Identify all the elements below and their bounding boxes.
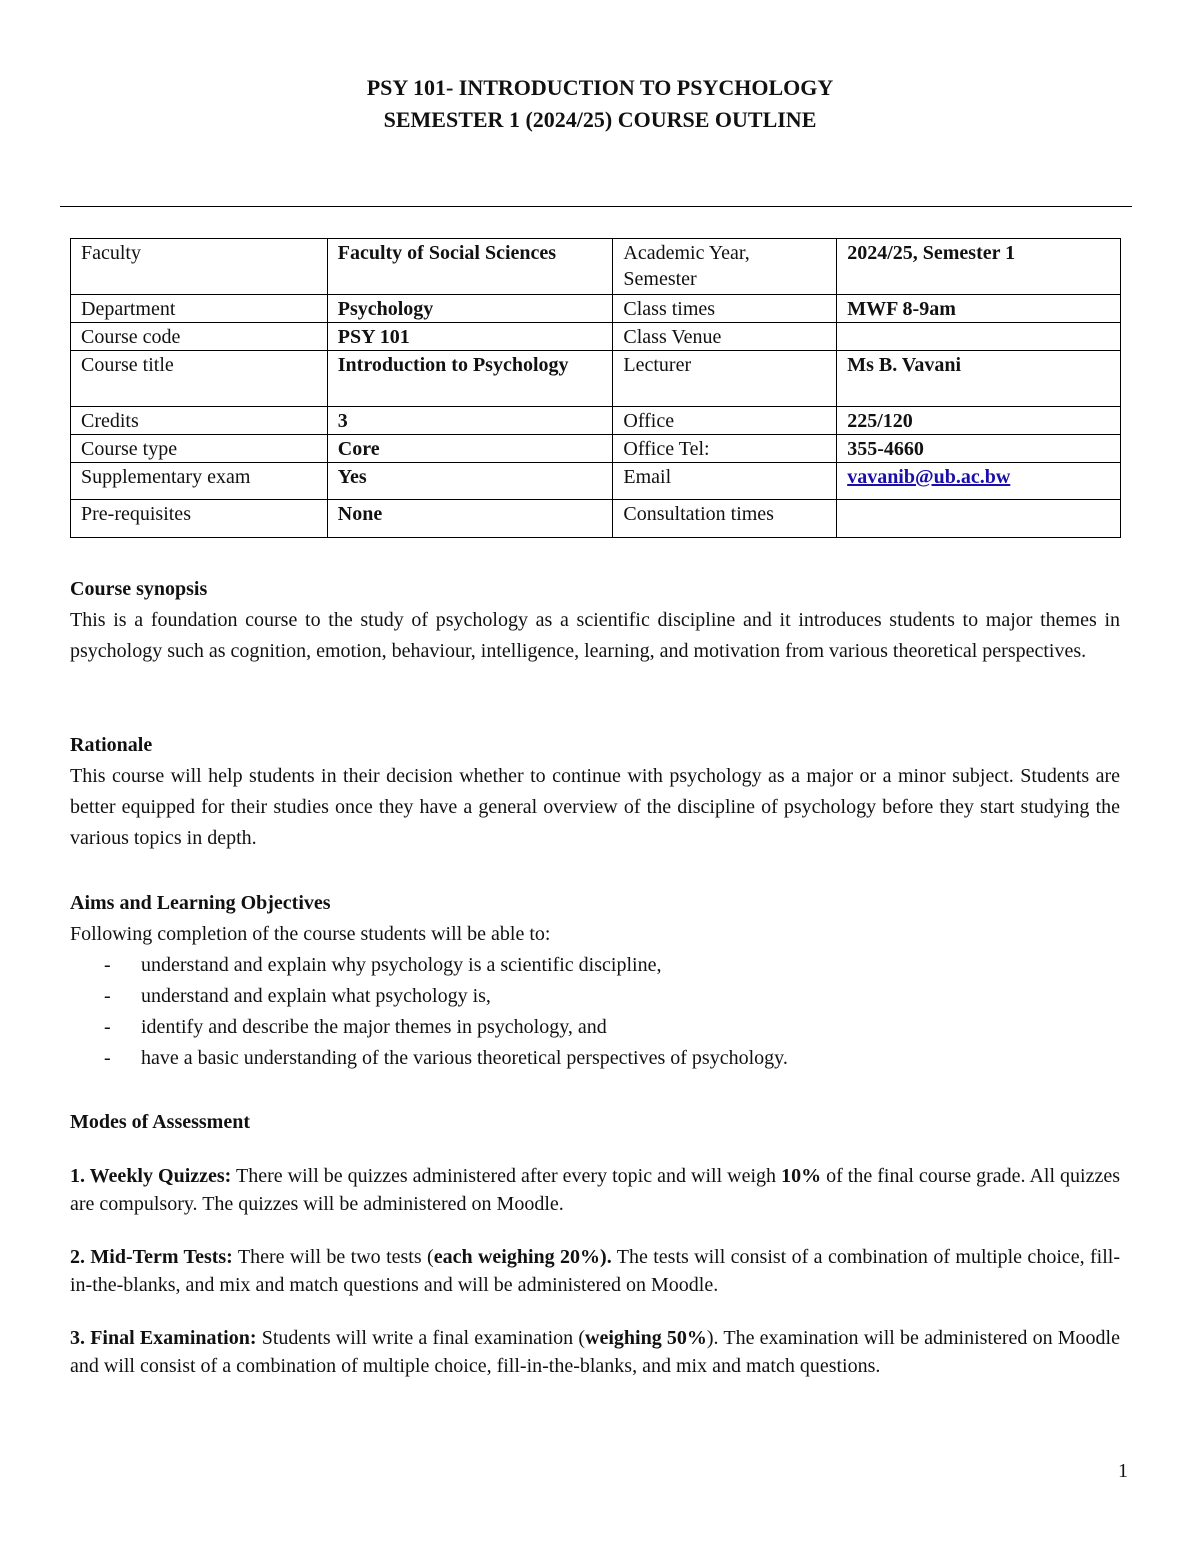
rationale-section [70, 730, 1120, 854]
table-row [71, 463, 1121, 500]
dash-bullet: - [104, 1016, 111, 1038]
label-cell: Email [613, 463, 837, 500]
dash-bullet: - [104, 985, 111, 1007]
quizzes-text-b: of the final course grade. All quizzes are compulsory. The quizzes will be administered on Moodle. [70, 1165, 1121, 1215]
objective-text: identify and describe the major themes in psychology, and [141, 1016, 607, 1038]
midterm-label: 2. Mid-Term Tests: [70, 1246, 233, 1268]
label-cell: Lecturer [613, 351, 837, 407]
midterm-text-a: There will be two tests ( [232, 1246, 434, 1268]
label-cell: Pre-requisites [71, 500, 328, 538]
header-divider [60, 206, 1132, 207]
quizzes-weight: 10% [781, 1165, 822, 1187]
midterm-paragraph [70, 1243, 1120, 1299]
list-item [70, 1012, 1120, 1043]
label-cell: Course type [71, 435, 328, 463]
list-item [70, 981, 1120, 1012]
table-row [71, 407, 1121, 435]
assessment-heading: Modes of Assessment [70, 1111, 250, 1133]
label-cell: Supplementary exam [71, 463, 328, 500]
value-cell [837, 323, 1121, 351]
value-cell: Core [327, 435, 613, 463]
label-cell: Course title [71, 351, 328, 407]
table-row [71, 500, 1121, 538]
value-cell: MWF 8-9am [837, 295, 1121, 323]
synopsis-section [70, 574, 1120, 667]
list-item [70, 1043, 1120, 1074]
value-cell: Yes [327, 463, 613, 500]
final-label: 3. Final Examination: [70, 1327, 257, 1349]
final-text-b: ). The examination will be administered on Moodle and will consist of a combination of multiple choice, fill-in-the-blanks, and mix and match questions. [70, 1327, 1120, 1377]
label-cell: Consultation times [613, 500, 837, 538]
rationale-text: This course will help students in their decision whether to continue with psychology as a major or a minor subject. Students are better equipped for their studies once they have a general overview of the discipline of psychology before they start studying the various topics in depth. [70, 765, 1120, 849]
label-cell: Department [71, 295, 328, 323]
course-title-line-1: PSY 101- INTRODUCTION TO PSYCHOLOGY [366, 75, 834, 100]
midterm-weight: each weighing 20%). [433, 1246, 612, 1268]
label-cell: Class Venue [613, 323, 837, 351]
value-cell: Psychology [327, 295, 613, 323]
quizzes-text-a: There will be quizzes administered after every topic and will weigh [231, 1165, 782, 1187]
table-row [71, 351, 1121, 407]
table-row [71, 323, 1121, 351]
value-cell: Faculty of Social Sciences [327, 239, 613, 295]
value-cell: 225/120 [837, 407, 1121, 435]
label-cell: Office [613, 407, 837, 435]
dash-bullet: - [104, 954, 111, 976]
table-row [71, 239, 1121, 295]
aims-heading: Aims and Learning Objectives [70, 892, 331, 914]
quizzes-paragraph [70, 1162, 1120, 1218]
label-cell: Office Tel: [613, 435, 837, 463]
assessment-section [70, 1107, 1120, 1138]
objective-text: have a basic understanding of the various theoretical perspectives of psychology. [141, 1047, 788, 1069]
value-cell: None [327, 500, 613, 538]
page-number: 1 [1118, 1460, 1128, 1482]
label-cell: Faculty [71, 239, 328, 295]
final-weight: weighing 50% [585, 1327, 707, 1349]
quizzes-label: 1. Weekly Quizzes: [70, 1165, 232, 1187]
label-cell: Course code [71, 323, 328, 351]
final-exam-paragraph [70, 1324, 1120, 1380]
table-row [71, 435, 1121, 463]
value-cell: 355-4660 [837, 435, 1121, 463]
value-cell: PSY 101 [327, 323, 613, 351]
value-cell: 3 [327, 407, 613, 435]
synopsis-heading: Course synopsis [70, 578, 208, 600]
label-cell: Class times [613, 295, 837, 323]
lecturer-email-link[interactable]: vavanib@ub.ac.bw [847, 466, 1011, 488]
synopsis-text: This is a foundation course to the study of psychology as a scientific discipline and it introduces students to major themes in psychology such as cognition, emotion, behaviour, intelligence, learning, and motivation from various theoretical perspectives. [70, 609, 1120, 662]
objectives-list [70, 950, 1120, 1074]
objective-text: understand and explain why psychology is a scientific discipline, [141, 954, 662, 976]
table-row [71, 295, 1121, 323]
label-cell: Academic Year, Semester [613, 239, 837, 295]
course-title-line-2: SEMESTER 1 (2024/25) COURSE OUTLINE [383, 107, 817, 132]
midterm-text-b: The tests will consist of a combination of multiple choice, fill-in-the-blanks, and mix and match questions and will be administered on Moodle. [70, 1246, 1121, 1296]
value-cell: Ms B. Vavani [837, 351, 1121, 407]
aims-intro: Following completion of the course students will be able to: [70, 923, 551, 945]
course-info-table [70, 238, 1121, 538]
list-item [70, 950, 1120, 981]
value-cell [837, 463, 1121, 500]
rationale-heading: Rationale [70, 734, 153, 756]
value-cell [837, 500, 1121, 538]
aims-section [70, 888, 1120, 1074]
objective-text: understand and explain what psychology is, [141, 985, 491, 1007]
final-text-a: Students will write a final examination ( [256, 1327, 586, 1349]
label-cell: Credits [71, 407, 328, 435]
value-cell: Introduction to Psychology [327, 351, 613, 407]
value-cell: 2024/25, Semester 1 [837, 239, 1121, 295]
dash-bullet: - [104, 1047, 111, 1069]
